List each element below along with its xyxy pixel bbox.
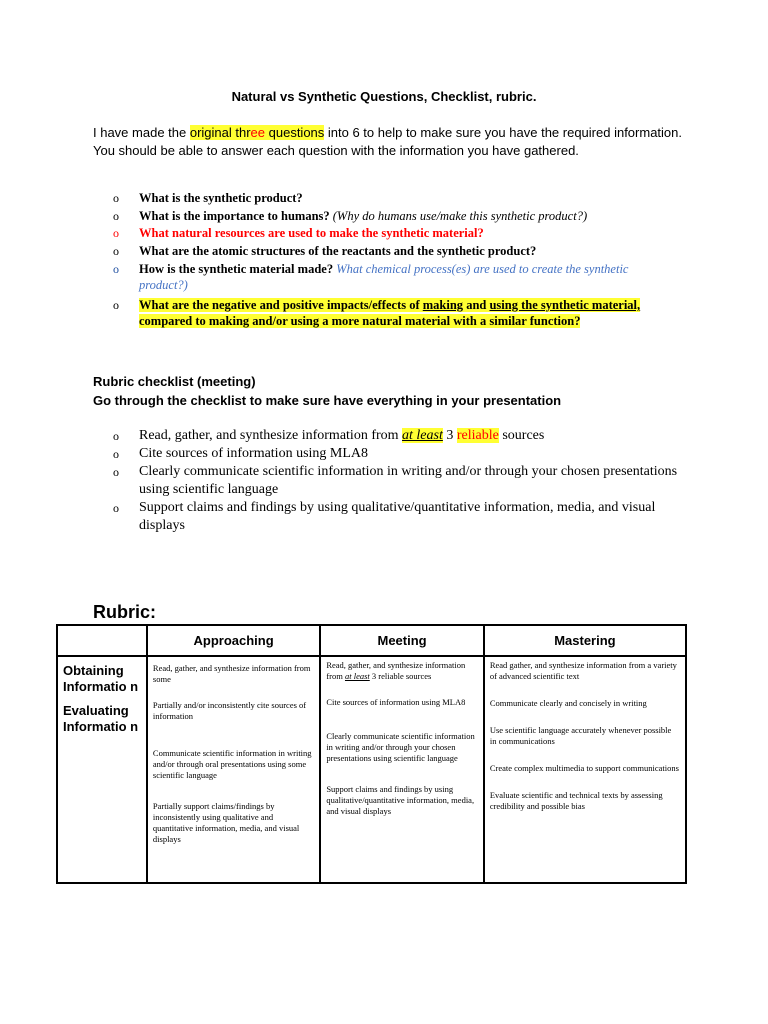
bullet-icon: o: [113, 465, 119, 479]
question-item: [113, 208, 673, 224]
intro-highlight-ee: ee: [250, 125, 266, 140]
rubric-text: Partially and/or inconsistently cite sources of information: [152, 700, 307, 721]
question-item: [113, 297, 673, 329]
rubric-text: Read gather, and synthesize information from a variety of advanced scientific text: [489, 660, 677, 681]
rubric-row: [57, 656, 686, 883]
rubric-text: Communicate clearly and concisely in writing: [489, 698, 647, 708]
rubric-text: Communicate scientific information in writing and/or through oral presentations using some scientific language: [152, 748, 312, 780]
rubric-cell-mastering: [484, 656, 686, 883]
rubric-table: [56, 624, 687, 884]
document-title: Natural vs Synthetic Questions, Checklist, rubric.: [231, 89, 537, 104]
checklist-item: [113, 499, 683, 535]
intro-highlight-original: original: [189, 125, 236, 140]
question-note: What chemical process(es) are used to create the synthetic product?): [139, 262, 629, 292]
bullet-icon: o: [113, 262, 119, 276]
checklist-text: Clearly communicate scientific information in writing and/or through your chosen presentations using scientific language: [139, 464, 678, 497]
rubric-text: Support claims and findings by using qualitative/quantitative information, media, and visual displays: [326, 784, 475, 816]
rubric-header-meeting: Meeting: [320, 625, 484, 656]
bullet-icon: o: [113, 226, 119, 240]
row-heading-evaluating: Evaluating Informatio n: [63, 703, 139, 734]
question-item: [113, 190, 673, 206]
checklist-item: [113, 445, 683, 463]
checklist-item: [113, 463, 683, 499]
question-note: (Why do humans use/make this synthetic product?): [332, 209, 588, 223]
row-heading-obtaining: Obtaining Informatio n: [63, 663, 139, 694]
intro-paragraph: [93, 124, 683, 160]
bullet-icon: o: [113, 244, 119, 258]
rubric-header-mastering: Mastering: [484, 625, 686, 656]
intro-highlight-questions: questions: [265, 125, 325, 140]
question-item: [113, 225, 673, 241]
bullet-icon: o: [113, 298, 119, 312]
rubric-text: Cite sources of information using MLA8: [326, 697, 466, 707]
rubric-cell-approaching: [147, 656, 320, 883]
checklist-subtitle: Go through the checklist to make sure have everything in your presentation: [93, 393, 562, 408]
question-text: What natural resources are used to make the synthetic material?: [139, 226, 484, 240]
intro-text-2: into 6 to help to make sure you have the required information. You should be able to answer each question with the information you have gathered.: [93, 125, 682, 158]
question-item: [113, 243, 673, 259]
checklist: [113, 427, 683, 535]
checklist-item: o Read, gather, and synthesize information from at least 3 reliable sources: [113, 428, 545, 443]
question-text: What is the importance to humans?: [139, 209, 333, 223]
rubric-text: Clearly communicate scientific information in writing and/or through your chosen presentations using scientific language: [326, 731, 475, 763]
bullet-icon: o: [113, 209, 119, 223]
question-text: What are the negative and positive impacts/effects of making and using the synthetic material, compared to making and/or using a more natural material with a similar function?: [139, 298, 641, 328]
checklist-text: Cite sources of information using MLA8: [139, 446, 369, 461]
rubric-text: Evaluate scientific and technical texts by assessing credibility and possible bias: [489, 790, 663, 811]
rubric-cell-meeting: [320, 656, 484, 883]
rubric-text: Partially support claims/findings by inconsistently using qualitative and quantitative information, media, and visual displays: [152, 801, 300, 844]
bullet-icon: o: [113, 447, 119, 461]
bullet-icon: o: [113, 429, 119, 443]
bullet-icon: o: [113, 191, 119, 205]
question-item: [113, 261, 673, 293]
question-text: What is the synthetic product?: [139, 191, 303, 205]
question-list: [113, 190, 673, 329]
intro-highlight-thr: thr: [235, 125, 251, 140]
question-text: What are the atomic structures of the reactants and the synthetic product?: [139, 244, 537, 258]
checklist-text: Support claims and findings by using qualitative/quantitative information, media, and visual displays: [139, 500, 656, 533]
rubric-text: Read, gather, and synthesize information from at least 3 reliable sources: [326, 660, 466, 681]
rubric-row-heading: [57, 656, 147, 883]
rubric-corner-cell: [57, 625, 147, 656]
highlight-reliable: reliable: [456, 428, 499, 443]
bullet-icon: o: [113, 501, 119, 515]
highlight-at-least: at least: [402, 428, 443, 443]
rubric-title: Rubric:: [93, 602, 156, 622]
rubric-text: Create complex multimedia to support communications: [489, 763, 679, 773]
rubric-text: Read, gather, and synthesize information from some: [152, 663, 311, 684]
intro-text-1: I have made the: [93, 125, 190, 140]
rubric-header-row: [57, 625, 686, 656]
rubric-text: Use scientific language accurately whenever possible in communications: [489, 725, 672, 746]
rubric-header-approaching: Approaching: [147, 625, 320, 656]
checklist-title: Rubric checklist (meeting): [93, 374, 256, 389]
question-text: How is the synthetic material made?: [139, 262, 337, 276]
